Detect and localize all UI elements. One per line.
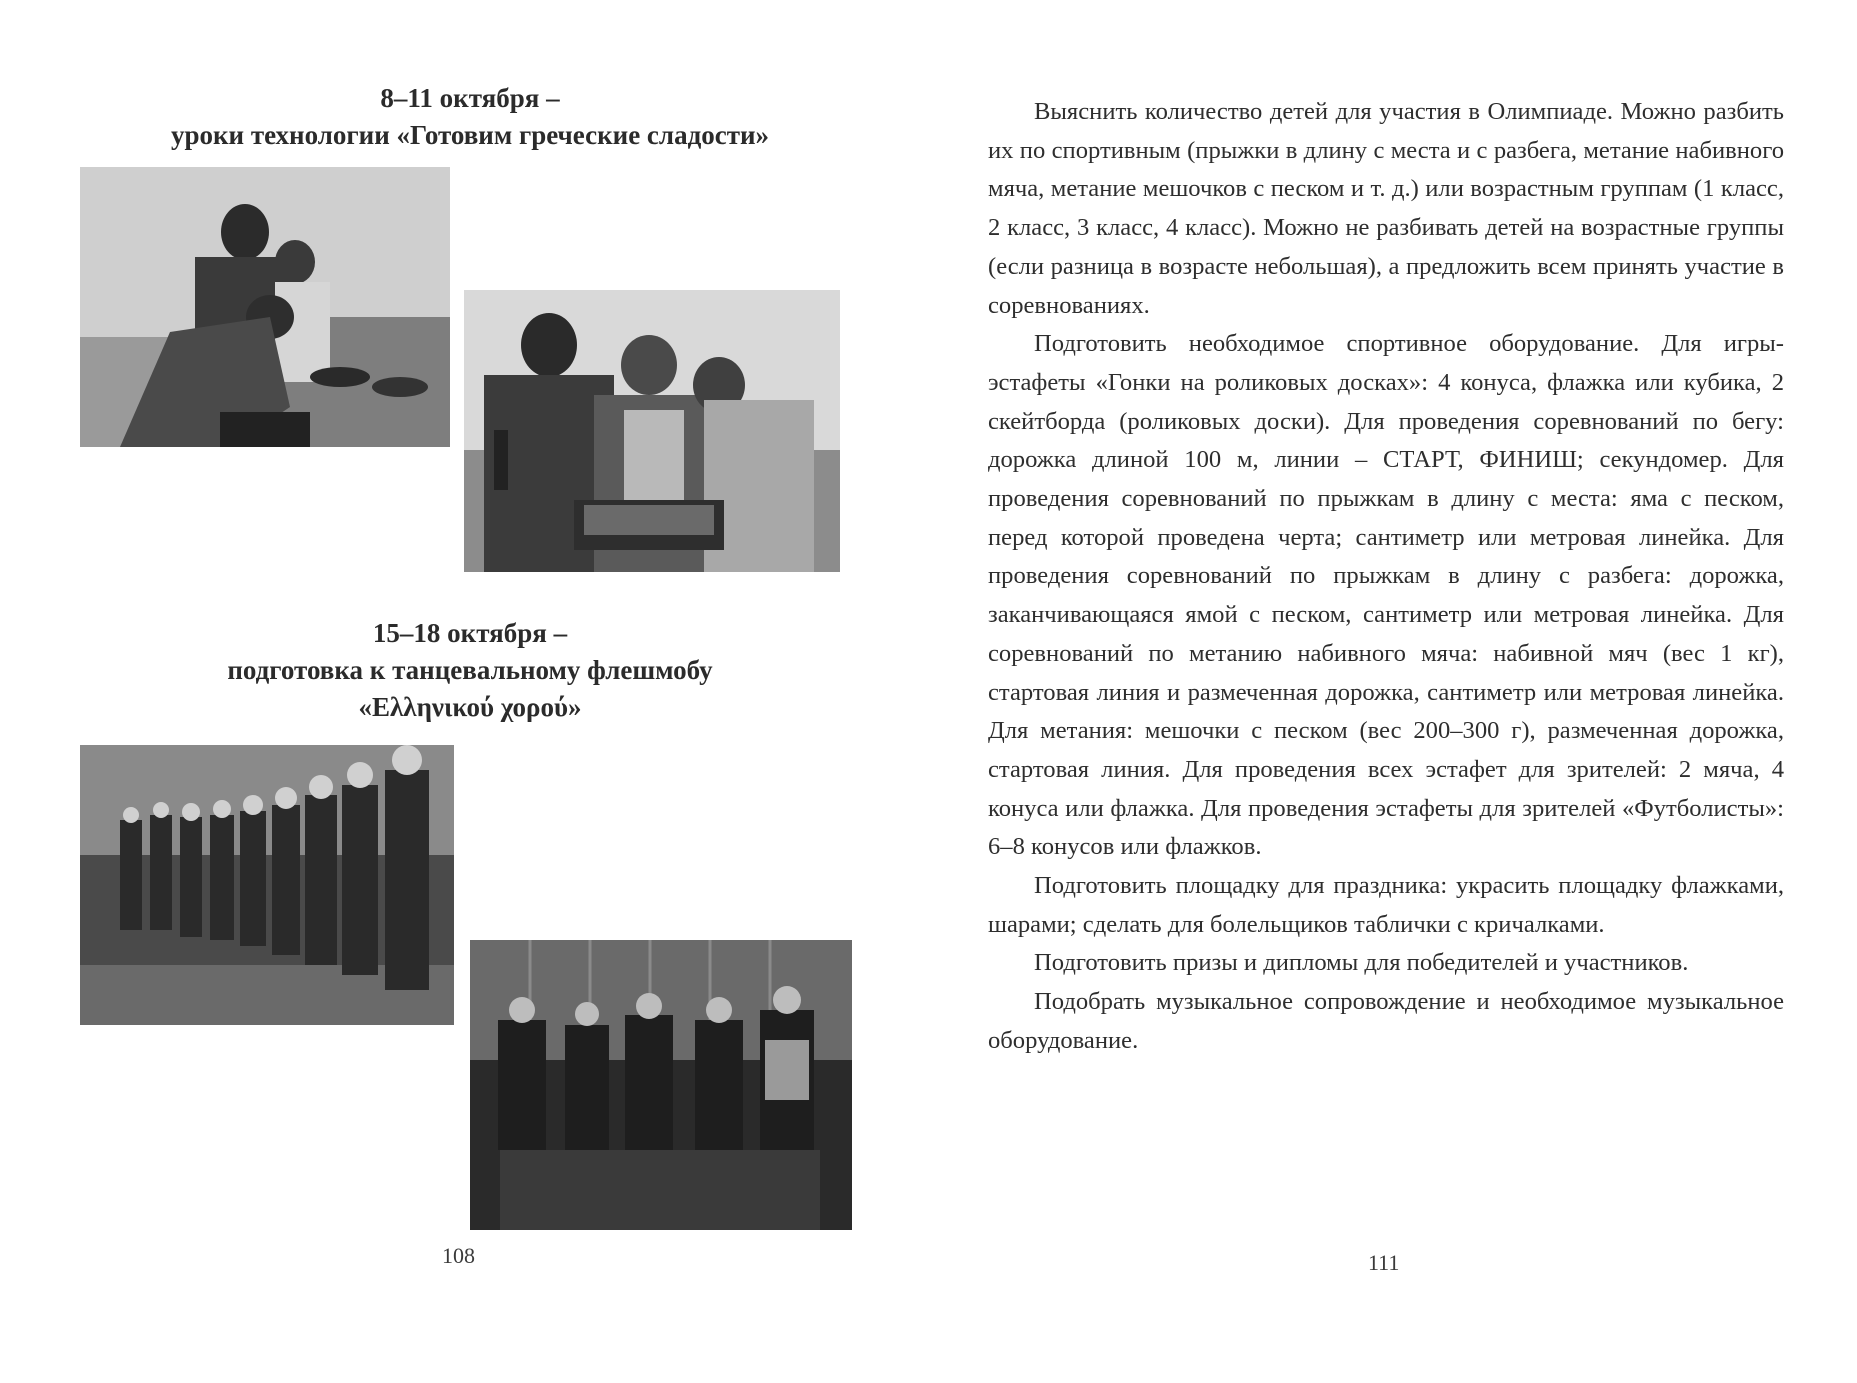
paragraph-equipment: Подготовить необходимое спортивное оборудование. Для игры-эстафеты «Гонки на роликовых досках»: 4 конуса, флажка или кубика, 2 скейтборда (роликовых доски). Для проведения соревнований по бегу: дорожка длиной 100 м, линии – СТАРТ, ФИНИШ; секундомер. Для проведения соревнований по прыжкам в длину с места: яма с песком, перед которой проведена черта; сантиметр или метровая линейка. Для проведения соревнований по прыжкам в длину с разбега: дорожка, заканчивающаяся ямой с песком, сантиметр или метровая линейка. Для соревнований по метанию набивного мяча: набивной мяч (вес 1 кг), стартовая линия и размеченная дорожка, сантиметр или метровая линейка. Для метания: мешочки с песком (вес 200–300 г), размеченная дорожка, стартовая линия. Для проведения всех эстафет для зрителей: 2 мяча, 4 конуса или флажка. Для проведения эстафеты для зрителей «Футболисты»: 6–8 конусов или флажков.: [988, 330, 1784, 861]
paragraph-participants: Выяснить количество детей для участия в Олимпиаде. Можно разбить их по спортивным (прыжки в длину с места и с разбега, метание набивного мяча, метание мешочков с песком и т. д.) или возрастным группам (1 класс, 2 класс, 3 класс, 4 класс). Можно не разбивать детей на возрастные группы (если разница в возрасте небольшая), а предложить всем принять участие в соревнованиях.: [988, 98, 1784, 319]
paragraph-prizes: Подготовить призы и дипломы для победителей и участников.: [1034, 949, 1689, 977]
left-page: [0, 0, 928, 1383]
heading-date: 8–11 октября –: [380, 83, 560, 113]
heading-subtitle: подготовка к танцевальному флешмобу: [227, 655, 713, 685]
photo-cooking-kitchen: [80, 167, 450, 447]
body-text: [988, 93, 1784, 1061]
paragraph-music: Подобрать музыкальное сопровождение и необходимое музыкальное оборудование.: [988, 988, 1784, 1054]
heading-date: 15–18 октября –: [372, 618, 568, 648]
photo-dance-group: [470, 940, 852, 1230]
page-number: 108: [442, 1243, 475, 1268]
section-heading-cooking: [80, 80, 860, 154]
paragraph-venue: Подготовить площадку для праздника: украсить площадку флажками, шарами; сделать для болельщиков таблички с кричалками.: [988, 872, 1784, 938]
heading-subtitle: уроки технологии «Готовим греческие сладости»: [170, 120, 770, 150]
photo-cooking-tray: [464, 290, 840, 572]
photo-dance-line: [80, 745, 454, 1025]
page-number: 111: [1368, 1250, 1400, 1275]
heading-greek-title: «Ελληνικού χορού»: [358, 692, 582, 722]
right-page: [928, 0, 1857, 1383]
section-heading-flashmob: [80, 615, 860, 726]
